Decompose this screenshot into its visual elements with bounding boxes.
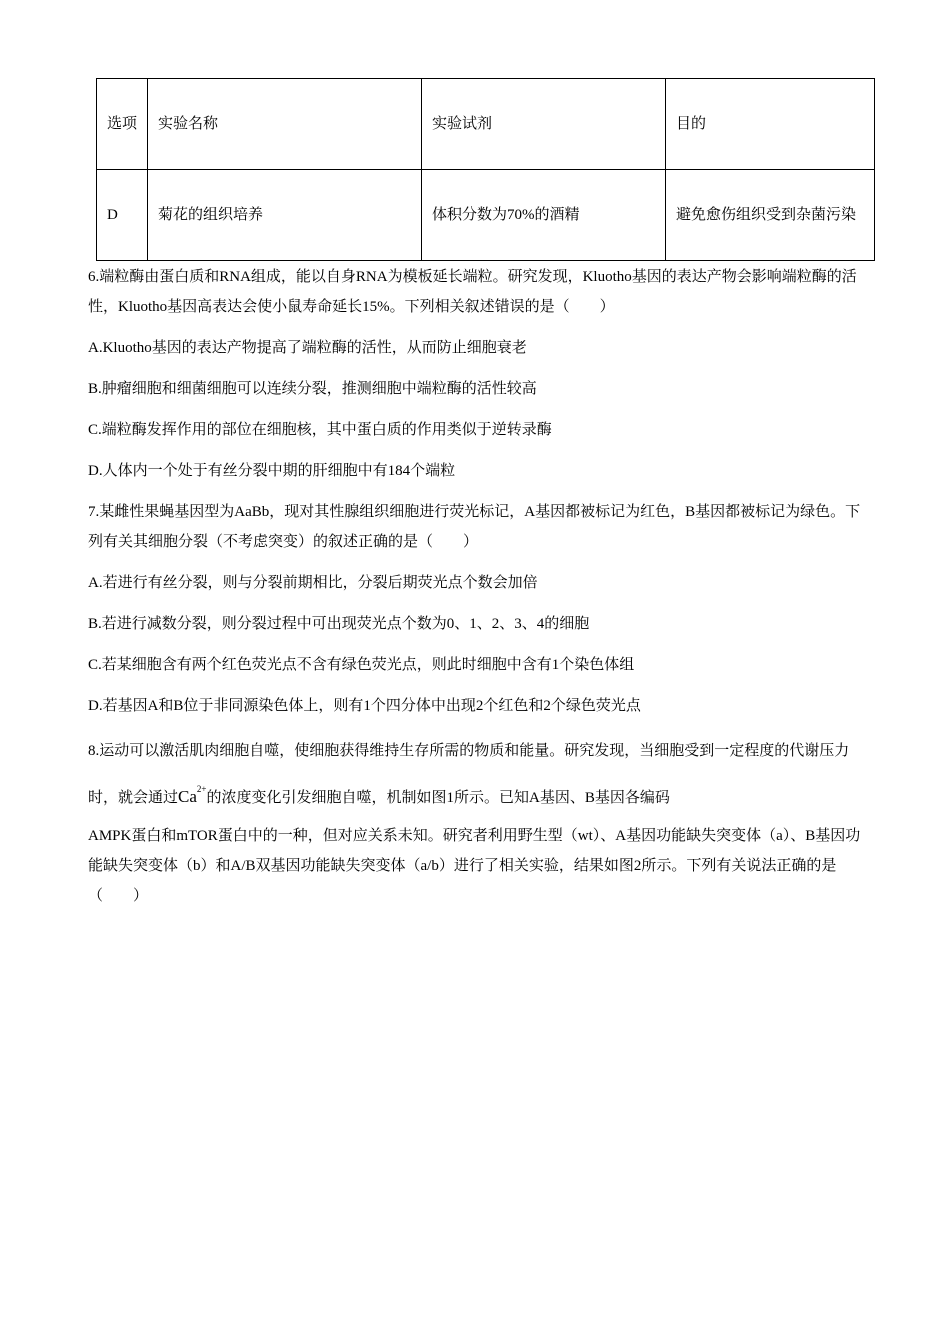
question-7-stem: 7.某雌性果蝇基因型为AaBb，现对其性腺组织细胞进行荧光标记，A基因都被标记为红色，B基因都被标记为绿色。下列有关其细胞分裂（不考虑突变）的叙述正确的是（ ）	[88, 504, 861, 550]
header-option: 选项	[97, 79, 148, 170]
question-8-stem-continued: AMPK蛋白和mTOR蛋白中的一种，但对应关系未知。研究者利用野生型（wt）、A基因功能缺失突变体（a）、B基因功能缺失突变体（b）和A/B双基因功能缺失突变体（a/b）进行了相关实验，结果如图2所示。下列有关说法正确的是（ ）	[88, 828, 861, 904]
question-6-option-b: B.肿瘤细胞和细菌细胞可以连续分裂，推测细胞中端粒酶的活性较高	[88, 381, 537, 397]
cell-purpose: 避免愈伤组织受到杂菌污染	[666, 170, 875, 261]
question-6-option-c: C.端粒酶发挥作用的部位在细胞核，其中蛋白质的作用类似于逆转录酶	[88, 422, 552, 438]
cell-option: D	[97, 170, 148, 261]
header-experiment-name: 实验名称	[148, 79, 422, 170]
table-header-row	[97, 79, 875, 170]
question-6-option-d: D.人体内一个处于有丝分裂中期的肝细胞中有184个端粒	[88, 463, 456, 479]
experiment-table	[96, 78, 875, 261]
question-6-option-a: A.Kluotho基因的表达产物提高了端粒酶的活性，从而防止细胞衰老	[88, 340, 527, 356]
header-reagent: 实验试剂	[422, 79, 666, 170]
questions-section	[88, 262, 863, 911]
question-7-option-b: B.若进行减数分裂，则分裂过程中可出现荧光点个数为0、1、2、3、4的细胞	[88, 616, 590, 632]
question-8-stem-part1: 8.运动可以激活肌肉细胞自噬，使细胞获得维持生存所需的物质和能量。研究发现，当细胞受到一定程度的代谢压力时，就会通过	[88, 743, 850, 806]
header-purpose: 目的	[666, 79, 875, 170]
question-7-option-a: A.若进行有丝分裂，则与分裂前期相比，分裂后期荧光点个数会加倍	[88, 575, 538, 591]
table-row	[97, 170, 875, 261]
question-8-stem-part2: 的浓度变化引发细胞自噬，机制如图1所示。已知A基因、B基因各编码	[206, 790, 670, 806]
question-6-stem: 6.端粒酶由蛋白质和RNA组成，能以自身RNA为模板延长端粒。研究发现，Kluotho基因的表达产物会影响端粒酶的活性，Kluotho基因高表达会使小鼠寿命延长15%。下列相关叙述错误的是（ ）	[88, 269, 857, 315]
cell-experiment-name: 菊花的组织培养	[148, 170, 422, 261]
question-7-option-d: D.若基因A和B位于非同源染色体上，则有1个四分体中出现2个红色和2个绿色荧光点	[88, 698, 641, 714]
question-7-option-c: C.若某细胞含有两个红色荧光点不含有绿色荧光点，则此时细胞中含有1个染色体组	[88, 657, 635, 673]
cell-reagent: 体积分数为70%的酒精	[422, 170, 666, 261]
calcium-ion: $Ca^{2+}$	[178, 784, 207, 806]
question-8-stem	[88, 732, 863, 817]
